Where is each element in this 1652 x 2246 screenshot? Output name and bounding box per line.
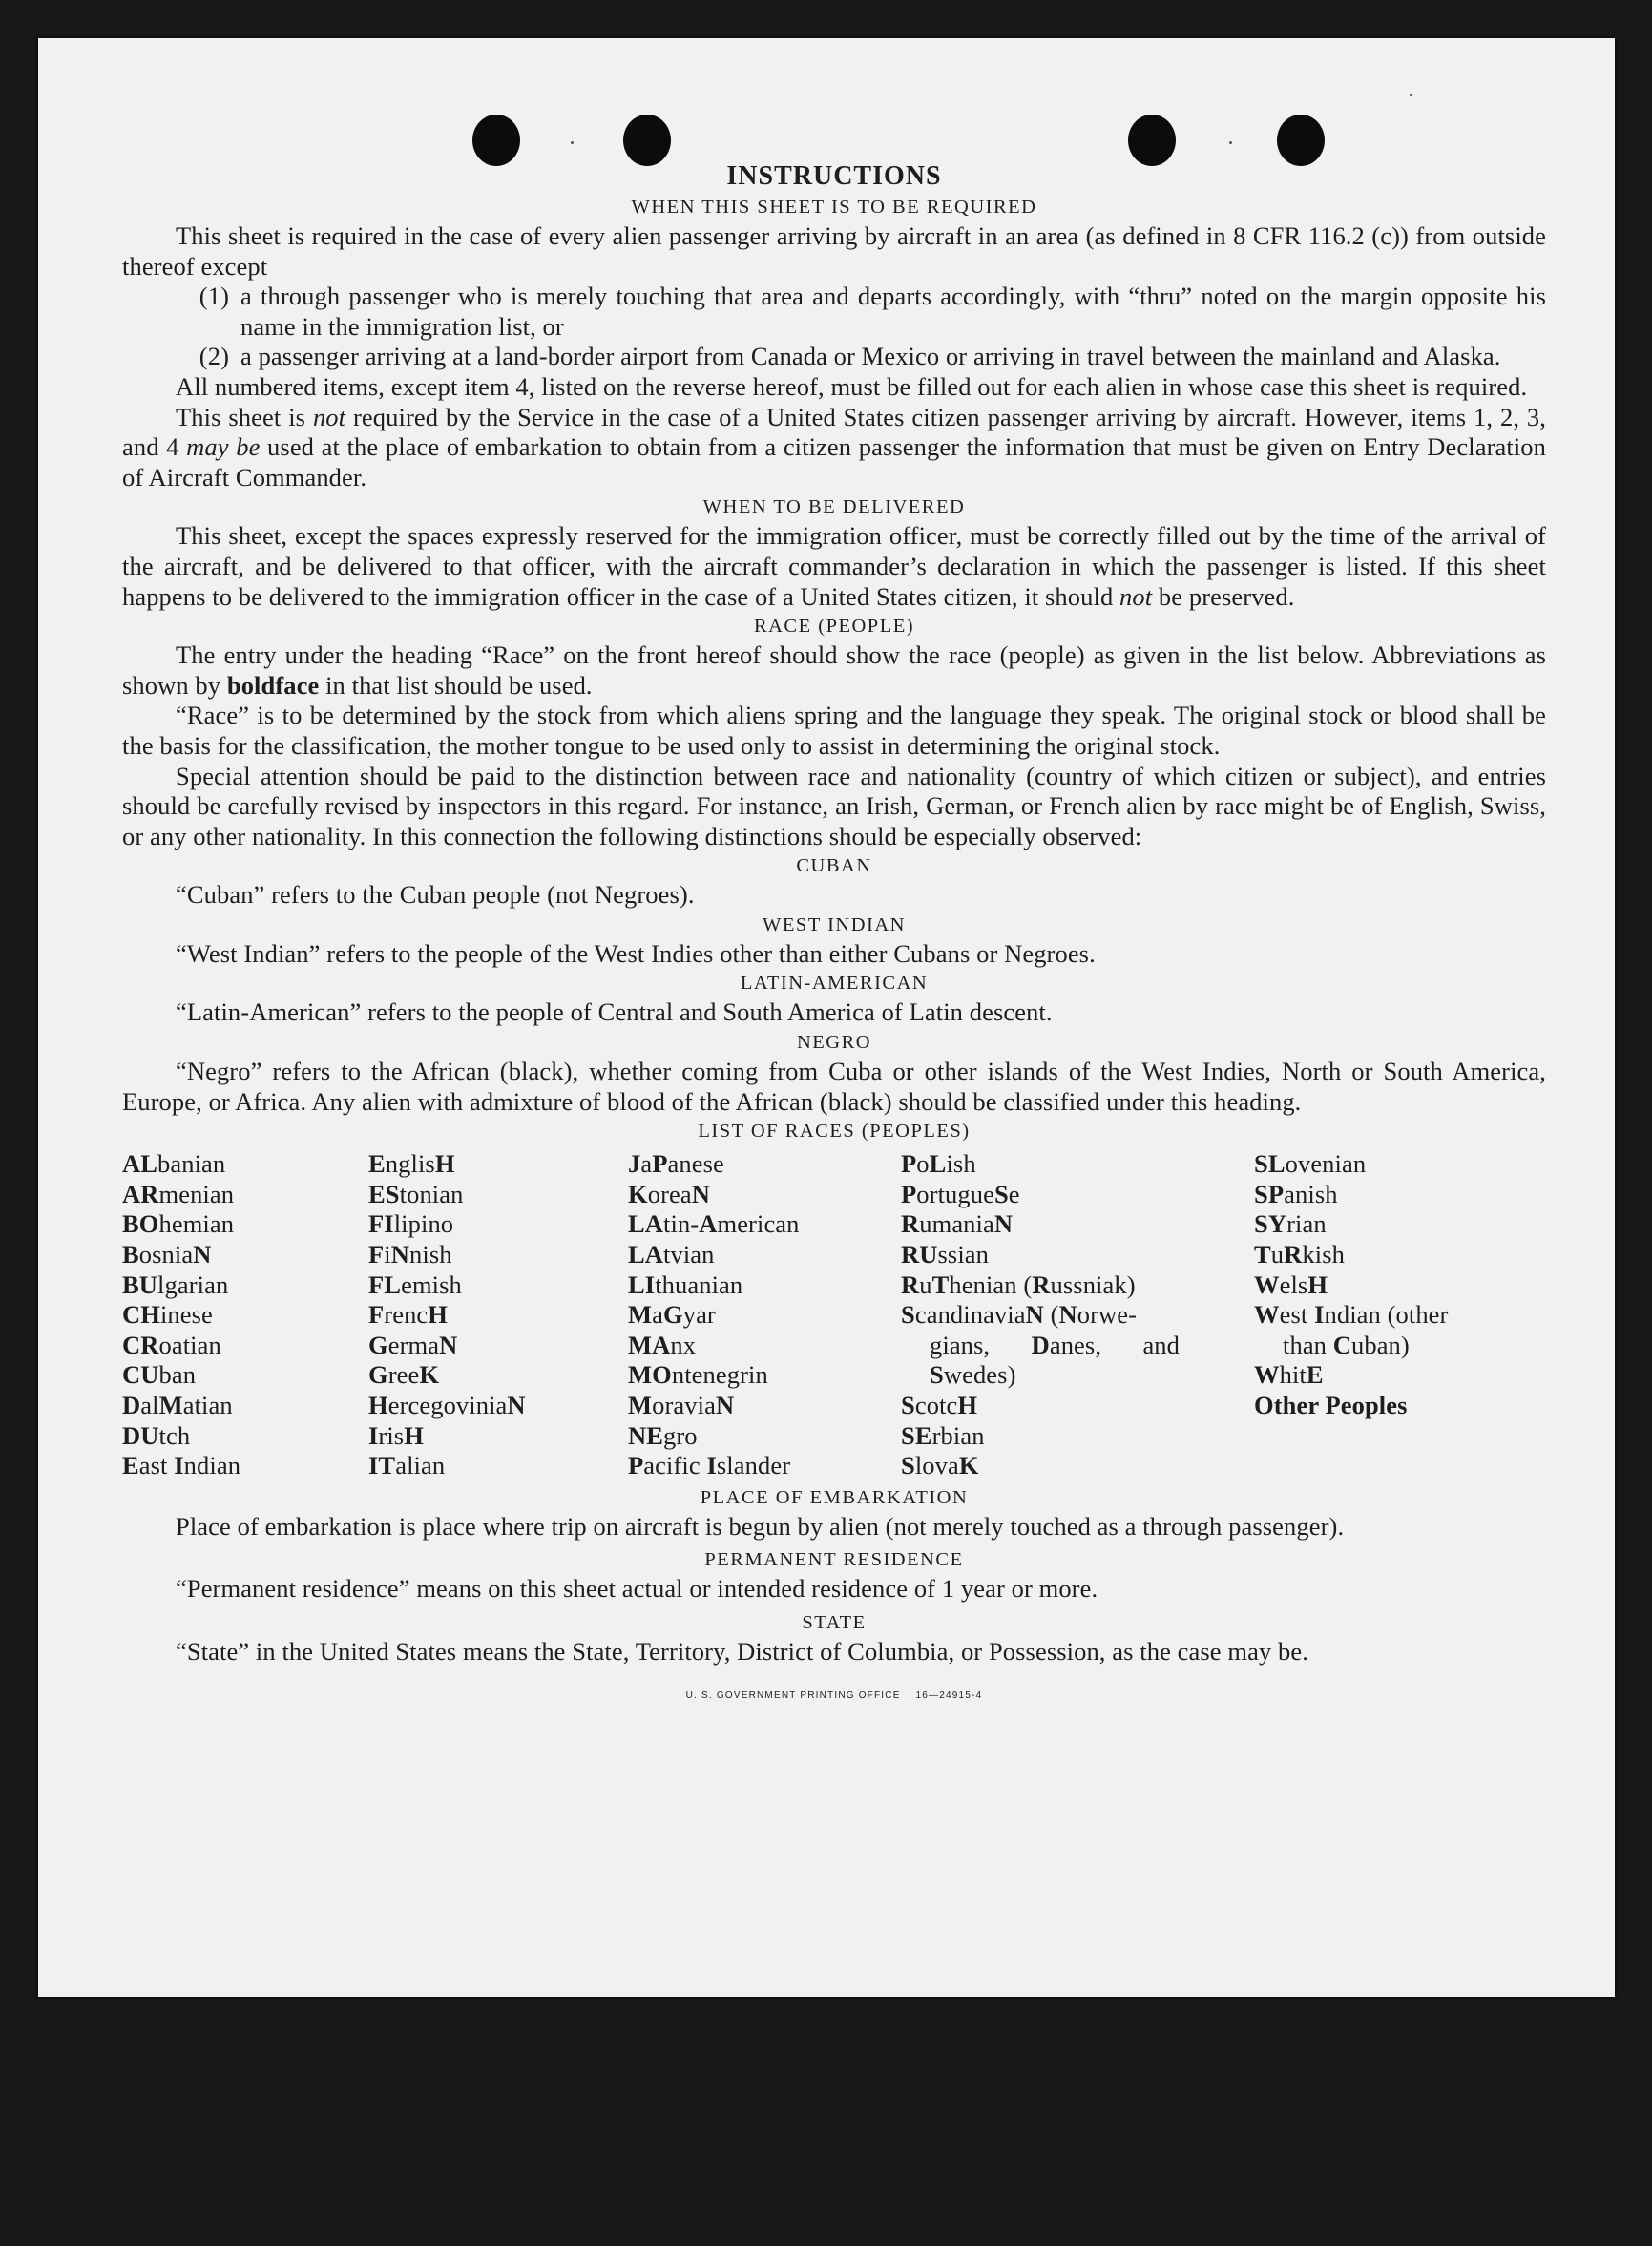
race-entry: MOntenegrin (628, 1360, 768, 1390)
race-entry: DUtch (122, 1420, 191, 1450)
race-entry: WelsH (1254, 1270, 1328, 1299)
list-item (122, 342, 1546, 372)
section-heading: WEST INDIAN (763, 913, 906, 935)
speck (1229, 141, 1232, 144)
paragraph: “Negro” refers to the African (black), whether coming from Cuba or other islands of the West Indies, North or South America, Europe, or Africa. Any alien with admixture of blood of the African (black) should be classified under this heading. (122, 1057, 1546, 1116)
race-entry: JaPanese (628, 1149, 724, 1179)
race-entry: CHinese (122, 1300, 213, 1330)
race-entry: ALbanian (122, 1149, 226, 1179)
race-entry: RuThenian (Russniak) (901, 1270, 1136, 1299)
race-entry: SYrian (1254, 1209, 1327, 1239)
text-run-italic: not (312, 402, 346, 431)
punch-hole (1277, 115, 1325, 166)
race-entry: CUban (122, 1360, 197, 1390)
race-entry: LAtin-American (628, 1209, 800, 1239)
race-column (368, 1149, 628, 1481)
race-entry: FrencH (368, 1300, 449, 1330)
race-entry: ARmenian (122, 1179, 235, 1208)
punch-hole (623, 115, 671, 166)
race-entry: FIlipino (368, 1209, 454, 1239)
race-entry: PoLish (901, 1149, 976, 1179)
paragraph (122, 640, 1546, 701)
paragraph: Place of embarkation is place where trip on aircraft is begun by alien (not merely touched as a through passenger). (176, 1511, 1345, 1541)
item-number: (2) (199, 342, 229, 371)
item-number: (1) (199, 282, 229, 311)
section-heading: WHEN TO BE DELIVERED (702, 496, 966, 518)
race-entry: Other Peoples (1254, 1391, 1408, 1419)
instructions-body (122, 160, 1546, 1711)
race-entry: BosniaN (122, 1240, 212, 1270)
item-text: a passenger arriving at a land-border airport from Canada or Mexico or arriving in travel between the mainland and Alaska. (240, 342, 1501, 371)
race-entry: East Indian (122, 1451, 241, 1480)
item-text: a through passenger who is merely touching that area and departs accordingly, with “thru” noted on the margin opposite his name in the immigration list, or (240, 282, 1546, 341)
punch-hole (1128, 115, 1176, 166)
race-entry: DalMatian (122, 1391, 233, 1419)
paragraph: Special attention should be paid to the distinction between race and nationality (country of which citizen or subject), and entries should be carefully revised by inspectors in this regard. For instance, an Irish, German, or French alien by race might be of English, Swiss, or any other nationality. In this connection the following distinctions should be especially observed: (122, 761, 1546, 850)
paragraph: “State” in the United States means the State, Territory, District of Columbia, or Possession, as the case may be. (176, 1636, 1308, 1666)
text-run: in that list should be used. (319, 670, 593, 700)
paragraph (122, 403, 1546, 493)
race-column (122, 1149, 368, 1481)
race-entry: FiNnish (368, 1240, 452, 1270)
paragraph: “Latin-American” refers to the people of Central and South America of Latin descent. (176, 997, 1053, 1027)
printer-imprint: U. S. GOVERNMENT PRINTING OFFICE 16—24915-4 (685, 1690, 983, 1701)
race-entry: GermaN (368, 1330, 458, 1359)
paragraph: All numbered items, except item 4, listed on the reverse hereof, must be filled out for each alien in whose case this sheet is required. (176, 371, 1528, 401)
race-entry: NEgro (628, 1420, 698, 1450)
race-entry: HercegoviniaN (368, 1391, 526, 1419)
race-entry: MaGyar (628, 1300, 716, 1330)
text-run: This sheet, except the spaces expressly reserved for the immigration officer, must be correctly filled out by the time of the arrival of the aircraft, and be delivered to that officer, with the aircraft commander’s declaration in which the passenger is listed. If this sheet happens to be delivered to the immigration officer in the case of a United States citizen, it should (122, 521, 1546, 611)
race-entry: PortugueSe (901, 1179, 1020, 1208)
race-entry: RUssian (901, 1240, 989, 1270)
text-run: The entry under the heading “Race” on the front hereof should show the race (people) as given in the list below. Abbreviations as shown by (122, 640, 1546, 700)
text-run-italic: may be (186, 432, 261, 462)
section-heading: NEGRO (796, 1032, 872, 1054)
race-entry: BOhemian (122, 1209, 235, 1239)
race-column (901, 1149, 1254, 1481)
race-entry: FLemish (368, 1270, 462, 1299)
paragraph: “Cuban” refers to the Cuban people (not Negroes). (176, 880, 695, 910)
race-entry: ITalian (368, 1451, 446, 1480)
race-entry: LIthuanian (628, 1270, 743, 1299)
text-run: be preserved. (1152, 581, 1295, 611)
paragraph: “Race” is to be determined by the stock from which aliens spring and the language they speak. The original stock or blood shall be the basis for the classification, the mother tongue to be used only to assist in determining the original stock. (122, 701, 1546, 760)
race-entry: MoraviaN (628, 1391, 735, 1419)
race-entry: LAtvian (628, 1240, 715, 1270)
section-heading: LATIN-AMERICAN (740, 973, 929, 995)
race-entry: SErbian (901, 1420, 985, 1450)
punch-hole (472, 115, 520, 166)
section-heading: RACE (PEOPLE) (753, 616, 915, 638)
race-entry: gians, Danes, and (930, 1330, 1181, 1359)
race-column (628, 1149, 901, 1481)
race-column (1254, 1149, 1540, 1481)
paragraph: This sheet is required in the case of every alien passenger arriving by aircraft in an area (as defined in 8 CFR 116.2 (c)) from outside thereof except (122, 221, 1546, 281)
race-entry: ScotcH (901, 1391, 978, 1419)
race-entry: TuRkish (1254, 1240, 1345, 1270)
race-entry: GreeK (368, 1360, 440, 1390)
list-item (122, 282, 1546, 342)
race-entry: West Indian (other (1254, 1300, 1449, 1330)
section-heading: CUBAN (796, 855, 872, 877)
race-entry: BUlgarian (122, 1270, 229, 1299)
race-entry: CRoatian (122, 1330, 221, 1359)
text-run: required by the Service in the case of a United States citizen passenger arriving by aircraft. However, items 1, 2, 3, and 4 (122, 402, 1546, 462)
text-run: This sheet is (176, 402, 313, 431)
section-heading: WHEN THIS SHEET IS TO BE REQUIRED (631, 197, 1037, 218)
race-entry: IrisH (368, 1420, 424, 1450)
race-entry: Swedes) (930, 1360, 1016, 1390)
race-entry: WhitE (1254, 1360, 1324, 1390)
race-entry: MAnx (628, 1330, 697, 1359)
race-entry: Pacific Islander (628, 1451, 791, 1480)
race-entry: KoreaN (628, 1179, 710, 1208)
race-list (122, 1149, 1546, 1481)
race-entry: EnglisH (368, 1149, 455, 1179)
race-entry: than Cuban) (1283, 1330, 1410, 1359)
paragraph: “West Indian” refers to the people of the West Indies other than either Cubans or Negroes. (176, 938, 1096, 968)
race-entry: SPanish (1254, 1179, 1338, 1208)
text-run-italic: not (1119, 581, 1153, 611)
document-sheet (38, 38, 1615, 1997)
speck (571, 141, 574, 144)
race-entry: EStonian (368, 1179, 464, 1208)
speck (1410, 94, 1412, 96)
text-run-bold: boldface (226, 670, 320, 700)
race-entry: SLovenian (1254, 1149, 1367, 1179)
section-heading: LIST OF RACES (PEOPLES) (698, 1121, 971, 1143)
paragraph (122, 521, 1546, 612)
page-title: INSTRUCTIONS (726, 161, 942, 191)
race-entry: ScandinaviaN (Norwe- (901, 1300, 1138, 1330)
section-heading: PERMANENT RESIDENCE (704, 1549, 964, 1571)
paragraph: “Permanent residence” means on this sheet actual or intended residence of 1 year or more. (176, 1574, 1098, 1604)
section-heading: STATE (802, 1611, 867, 1633)
section-heading: PLACE OF EMBARKATION (700, 1486, 969, 1508)
text-run: used at the place of embarkation to obtain from a citizen passenger the information that must be given on Entry Declaration of Aircraft Commander. (122, 432, 1546, 492)
race-entry: SlovaK (901, 1451, 979, 1480)
race-entry: RumaniaN (901, 1209, 1014, 1239)
